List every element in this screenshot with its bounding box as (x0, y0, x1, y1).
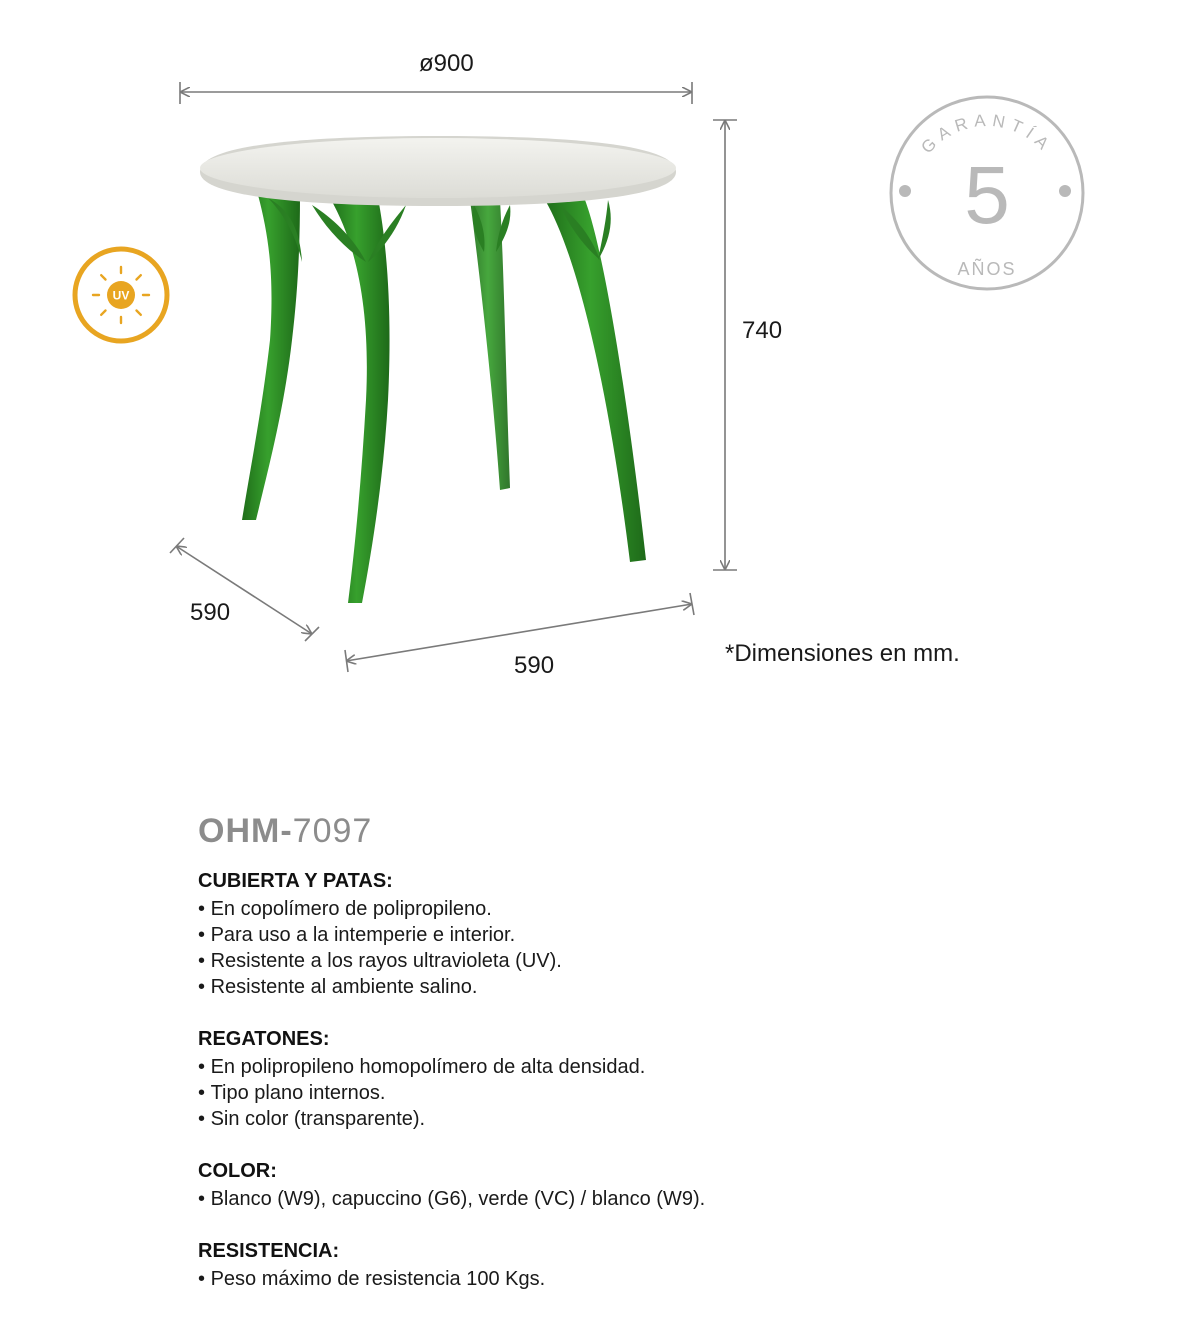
spec-item: • Tipo plano internos. (198, 1080, 1098, 1106)
uv-icon (75, 249, 167, 341)
spec-item: • Peso máximo de resistencia 100 Kgs. (198, 1266, 1098, 1292)
dimension-height-line (713, 120, 737, 570)
uv-label: UV (112, 288, 130, 303)
spec-section-resistencia (198, 1238, 1098, 1292)
spec-item: • En copolímero de polipropileno. (198, 896, 1098, 922)
dimension-diameter-line (180, 82, 692, 104)
spec-section-title: RESISTENCIA: (198, 1240, 340, 1262)
spec-sections (198, 868, 1098, 1318)
dimension-width-label: 590 (514, 652, 555, 679)
warranty-badge (891, 97, 1083, 289)
spec-item: • Blanco (W9), capuccino (G6), verde (VC) / blanco (W9). (198, 1186, 1098, 1212)
dimension-diameter-label: ø900 (419, 50, 474, 77)
table-top (200, 136, 676, 206)
warranty-top-text: GARANTÍA (917, 110, 1057, 158)
spec-section-regatones (198, 1026, 1098, 1132)
spec-item: • Resistente al ambiente salino. (198, 974, 1098, 1000)
product-code: OHM- (198, 812, 293, 850)
product-number: 7097 (292, 812, 373, 850)
spec-item: • Resistente a los rayos ultravioleta (UV). (198, 948, 1098, 974)
dimension-depth-label: 590 (190, 599, 231, 626)
spec-section-color (198, 1158, 1098, 1212)
dimensions-note: *Dimensiones en mm. (725, 640, 960, 667)
spec-section-cubierta (198, 868, 1098, 1000)
spec-item: • Sin color (transparente). (198, 1106, 1098, 1132)
warranty-number: 5 (964, 150, 1010, 241)
spec-item: • En polipropileno homopolímero de alta densidad. (198, 1054, 1098, 1080)
spec-section-title: CUBIERTA Y PATAS: (198, 870, 393, 892)
dimension-height-label: 740 (742, 317, 783, 344)
spec-section-title: COLOR: (198, 1160, 277, 1182)
warranty-bottom-text: AÑOS (957, 259, 1017, 279)
table-legs (242, 195, 646, 603)
spec-section-title: REGATONES: (198, 1028, 330, 1050)
product-model-title (198, 812, 372, 851)
spec-item: • Para uso a la intemperie e interior. (198, 922, 1098, 948)
